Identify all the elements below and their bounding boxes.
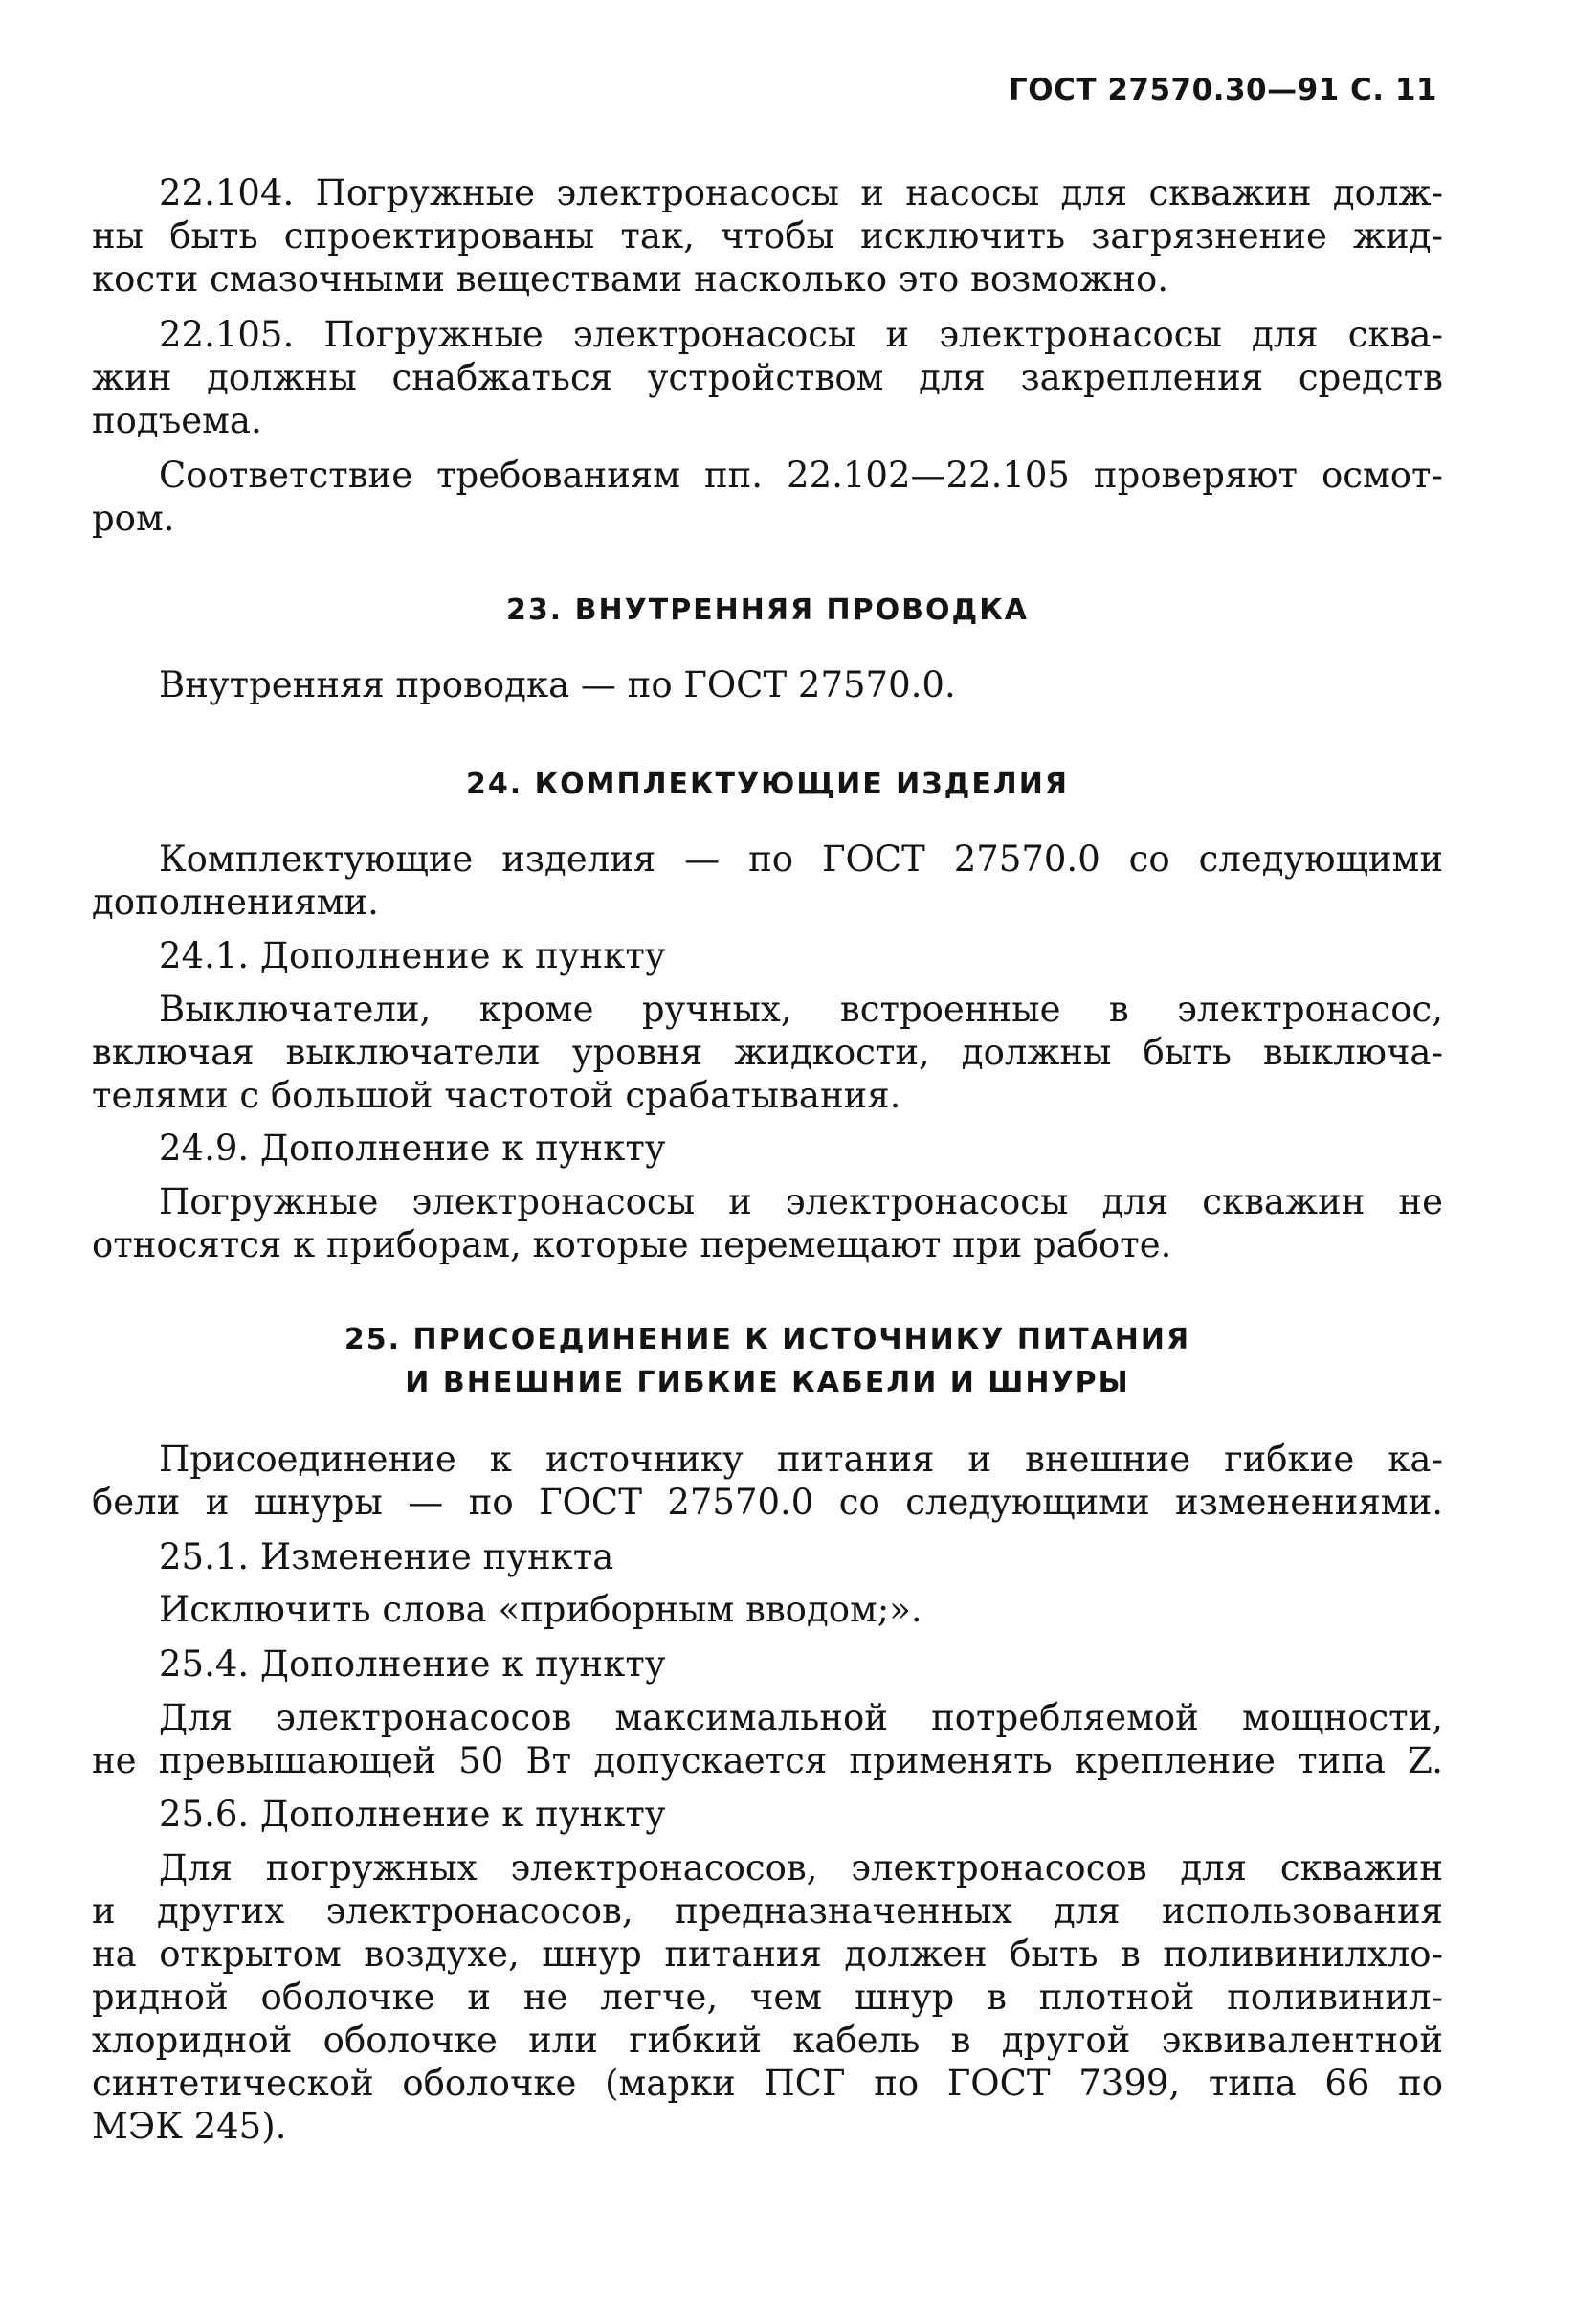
clause-25-6-text-line: и других электронасосов, предназначенных для использования (92, 1890, 1443, 1932)
section-25-text-line: бели и шнуры — по ГОСТ 27570.0 со следующими изменениями. (92, 1482, 1443, 1523)
section-25-heading-line: 25. ПРИСОЕДИНЕНИЕ К ИСТОЧНИКУ ПИТАНИЯ (344, 1323, 1191, 1356)
section-24-text-line: Комплектующие изделия — по ГОСТ 27570.0 со следующими (159, 838, 1443, 880)
clause-24-1-text-line: Выключатели, кроме ручных, встроенные в электронасос, (159, 989, 1443, 1030)
clause-25-1-title: 25.1. Изменение пункта (159, 1536, 614, 1577)
clause-25-6-text-line: хлоридной оболочке или гибкий кабель в другой эквивалентной (92, 2020, 1443, 2061)
clause-25-6-text-line: на открытом воздухе, шнур питания должен быть в поливинилхло- (92, 1933, 1443, 1975)
section-25-text-line: Присоединение к источнику питания и внешние гибкие ка- (159, 1439, 1443, 1480)
section-23-heading: 23. ВНУТРЕННЯЯ ПРОВОДКА (506, 593, 1029, 627)
compliance-line: Соответствие требованиям пп. 22.102—22.105 проверяют осмот- (159, 455, 1443, 496)
page-header: ГОСТ 27570.30—91 С. 11 (1009, 73, 1437, 107)
clause-25-6-text-line: ридной оболочке и не легче, чем шнур в плотной поливинил- (92, 1977, 1443, 2018)
paragraph-22-105-line: жин должны снабжаться устройством для закрепления средств (92, 357, 1443, 398)
paragraph-22-104-line: кости смазочными веществами насколько это возможно. (92, 258, 1169, 300)
clause-24-1-text-line: телями с большой частотой срабатывания. (92, 1075, 901, 1116)
paragraph-22-105-line: 22.105. Погружные электронасосы и электронасосы для сква- (159, 314, 1443, 355)
paragraph-22-104-line: ны быть спроектированы так, чтобы исключить загрязнение жид- (92, 215, 1443, 257)
clause-25-4-text-line: Для электронасосов максимальной потребляемой мощности, (159, 1697, 1443, 1738)
clause-24-9-text-line: относятся к приборам, которые перемещают при работе. (92, 1224, 1172, 1265)
section-23-text: Внутренняя проводка — по ГОСТ 27570.0. (159, 664, 956, 705)
section-25-heading-line: И ВНЕШНИЕ ГИБКИЕ КАБЕЛИ И ШНУРЫ (405, 1366, 1130, 1399)
paragraph-22-104-line: 22.104. Погружные электронасосы и насосы для скважин долж- (159, 172, 1443, 213)
clause-25-6-text-line: Для погружных электронасосов, электронасосов для скважин (159, 1847, 1443, 1888)
paragraph-22-105-line: подъема. (92, 400, 262, 441)
section-24-text-line: дополнениями. (92, 882, 379, 923)
clause-24-1-title: 24.1. Дополнение к пункту (159, 935, 666, 976)
clause-25-1-text: Исключить слова «приборным вводом;». (159, 1589, 922, 1630)
clause-24-9-title: 24.9. Дополнение к пункту (159, 1128, 666, 1169)
clause-24-1-text-line: включая выключатели уровня жидкости, должны быть выключа- (92, 1032, 1443, 1073)
compliance-line: ром. (92, 498, 175, 539)
clause-25-4-title: 25.4. Дополнение к пункту (159, 1643, 666, 1685)
clause-24-9-text-line: Погружные электронасосы и электронасосы для скважин не (159, 1181, 1443, 1222)
section-24-heading: 24. КОМПЛЕКТУЮЩИЕ ИЗДЕЛИЯ (466, 768, 1069, 801)
clause-25-6-text-line: синтетической оболочке (марки ПСГ по ГОСТ 7399, типа 66 по (92, 2063, 1443, 2104)
clause-25-6-text-line: МЭК 245). (92, 2106, 287, 2147)
clause-25-6-title: 25.6. Дополнение к пункту (159, 1794, 666, 1835)
clause-25-4-text-line: не превышающей 50 Вт допускается применять крепление типа Z. (92, 1740, 1443, 1781)
